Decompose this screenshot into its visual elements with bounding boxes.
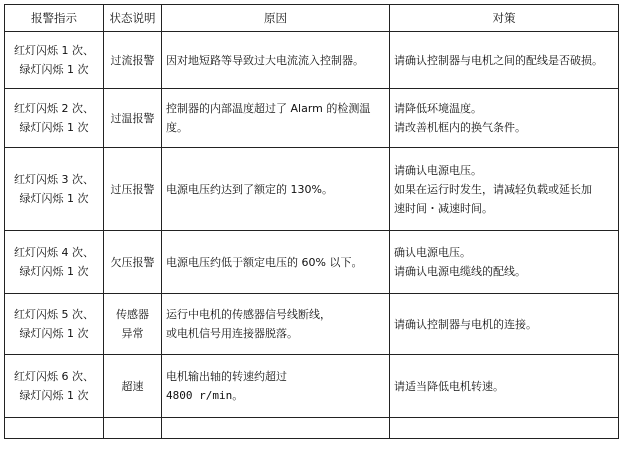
indicator-text: 绿灯闪烁 1 次 (19, 63, 89, 76)
indicator-text: 绿灯闪烁 1 次 (19, 389, 89, 402)
cause-text: 4800 r/min。 (166, 389, 244, 402)
table-row (5, 89, 619, 148)
cause-text: 因对地短路等导致过大电流流入控制器。 (166, 53, 364, 67)
empty-cell (162, 418, 390, 439)
action-text: 请降低环境温度。 (394, 102, 482, 115)
cause-cell (162, 148, 390, 231)
alarm-table (4, 4, 619, 439)
status-cell (104, 231, 162, 294)
cause-text: 电源电压约达到了额定的 130%。 (166, 182, 333, 196)
indicator-text: 绿灯闪烁 1 次 (19, 327, 89, 340)
table-row-partial (5, 418, 619, 439)
indicator-text: 红灯闪烁 5 次、 (14, 308, 94, 321)
cause-cell (162, 32, 390, 89)
status-cell (104, 148, 162, 231)
alarm-indicator-cell (5, 89, 104, 148)
action-cell (390, 148, 619, 231)
header-status: 状态说明 (104, 5, 162, 32)
alarm-indicator-cell (5, 148, 104, 231)
indicator-text: 红灯闪烁 4 次、 (14, 246, 94, 259)
action-cell (390, 355, 619, 418)
action-cell (390, 294, 619, 355)
table-row (5, 32, 619, 89)
header-cause: 原因 (162, 5, 390, 32)
cause-cell (162, 294, 390, 355)
status-cell (104, 32, 162, 89)
cause-cell (162, 355, 390, 418)
status-text: 超速 (121, 379, 144, 393)
cause-text: 电机输出轴的转速约超过 (166, 370, 287, 383)
action-text: 请确认控制器与电机的连接。 (394, 317, 537, 331)
status-cell (104, 89, 162, 148)
action-text: 请改善机框内的换气条件。 (394, 121, 526, 134)
action-text: 请确认电源电缆线的配线。 (394, 265, 526, 278)
table-row (5, 294, 619, 355)
action-text: 速时间・减速时间。 (394, 201, 493, 215)
alarm-indicator-cell (5, 294, 104, 355)
cause-text: 运行中电机的传感器信号线断线， (166, 308, 331, 321)
alarm-indicator-cell (5, 355, 104, 418)
action-text: 如果在运行时发生，请减轻负载或延长加 (394, 182, 592, 196)
alarm-indicator-cell (5, 32, 104, 89)
indicator-text: 绿灯闪烁 1 次 (19, 121, 89, 134)
status-text: 欠压报警 (110, 255, 155, 269)
status-cell (104, 294, 162, 355)
cause-text: 或电机信号用连接器脱落。 (166, 327, 298, 340)
action-cell (390, 32, 619, 89)
action-cell (390, 89, 619, 148)
table-row (5, 148, 619, 231)
cause-cell (162, 231, 390, 294)
cause-text: 电源电压约低于额定电压的 60% 以下。 (166, 255, 363, 269)
empty-cell (390, 418, 619, 439)
indicator-text: 红灯闪烁 2 次、 (14, 102, 94, 115)
cause-cell (162, 89, 390, 148)
status-text: 过温报警 (110, 111, 155, 125)
status-text: 传感器 (116, 308, 149, 321)
action-text: 请确认电源电压。 (394, 163, 482, 177)
indicator-text: 红灯闪烁 3 次、 (14, 173, 94, 186)
status-text: 异常 (121, 327, 144, 340)
empty-cell (104, 418, 162, 439)
empty-cell (5, 418, 104, 439)
indicator-text: 绿灯闪烁 1 次 (19, 192, 89, 205)
header-indicator: 报警指示 (5, 5, 104, 32)
header-row (5, 5, 619, 32)
header-action: 对策 (390, 5, 619, 32)
status-text: 过压报警 (110, 182, 155, 196)
action-text: 请适当降低电机转速。 (394, 379, 504, 393)
action-text: 请确认控制器与电机之间的配线是否破损。 (394, 53, 603, 67)
cause-text: 度。 (166, 121, 188, 134)
status-cell (104, 355, 162, 418)
status-text: 过流报警 (110, 53, 155, 67)
action-text: 确认电源电压。 (394, 246, 471, 259)
table-row (5, 231, 619, 294)
indicator-text: 绿灯闪烁 1 次 (19, 265, 89, 278)
cause-text: 控制器的内部温度超过了 Alarm 的检测温 (166, 102, 371, 115)
action-cell (390, 231, 619, 294)
table-row (5, 355, 619, 418)
alarm-indicator-cell (5, 231, 104, 294)
indicator-text: 红灯闪烁 1 次、 (14, 44, 94, 57)
indicator-text: 红灯闪烁 6 次、 (14, 370, 94, 383)
